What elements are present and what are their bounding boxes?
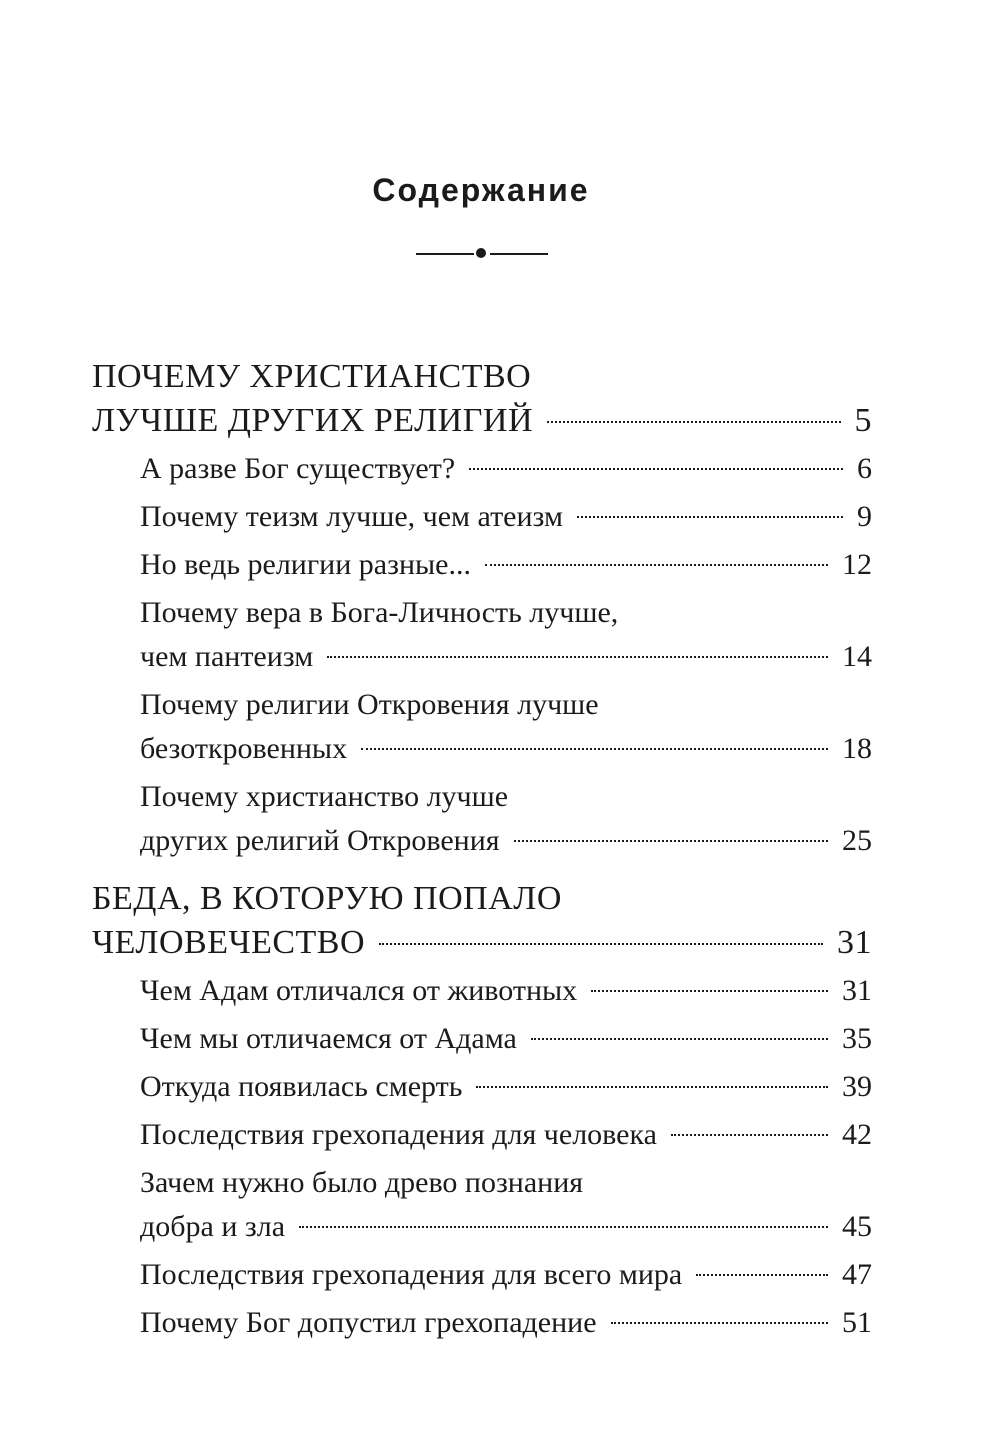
- section-title-line: ЧЕЛОВЕЧЕСТВО: [92, 924, 366, 961]
- entry-page-number: 51: [842, 1306, 872, 1339]
- toc-entry[interactable]: [0, 1301, 1000, 1345]
- section-heading[interactable]: [0, 355, 1000, 443]
- entry-title-line: Последствия грехопадения для человека: [140, 1118, 657, 1151]
- dot-leader: [547, 421, 841, 423]
- dot-leader: [485, 564, 828, 566]
- entry-title-line: Почему Бог допустил грехопадение: [140, 1306, 597, 1339]
- entry-title-line: Но ведь религии разные...: [140, 548, 471, 581]
- toc-entry[interactable]: [0, 447, 1000, 491]
- entry-page-number: 14: [842, 640, 872, 673]
- entry-title-line: Почему теизм лучше, чем атеизм: [140, 500, 563, 533]
- toc-section: [0, 877, 1000, 1345]
- toc-entry[interactable]: [0, 1065, 1000, 1109]
- entry-page-number: 47: [842, 1258, 872, 1291]
- entry-title-line: Почему вера в Бога-Личность лучше,: [140, 596, 619, 629]
- toc-entry[interactable]: [0, 1113, 1000, 1157]
- entry-page-number: 18: [842, 732, 872, 765]
- entry-title-line: Чем Адам отличался от животных: [140, 974, 578, 1007]
- dot-leader: [671, 1134, 828, 1136]
- dot-leader: [327, 656, 828, 658]
- toc-entry[interactable]: [0, 543, 1000, 587]
- entry-page-number: 6: [857, 452, 872, 485]
- dot-leader: [476, 1086, 828, 1088]
- ornament-line-right: [490, 253, 548, 255]
- toc-entry[interactable]: [0, 775, 1000, 863]
- ornament-dot: [476, 248, 486, 258]
- entry-title-line: Почему христианство лучше: [140, 780, 509, 813]
- entry-title-line: безоткровенных: [140, 732, 348, 765]
- dot-leader: [514, 840, 828, 842]
- toc-entry[interactable]: [0, 495, 1000, 539]
- entry-title-line: других религий Откровения: [140, 824, 500, 857]
- entry-page-number: 31: [842, 974, 872, 1007]
- entry-title-line: А разве Бог существует?: [140, 452, 456, 485]
- entry-title-line: Последствия грехопадения для всего мира: [140, 1258, 683, 1291]
- toc-entry[interactable]: [0, 1253, 1000, 1297]
- section-title-line: ЛУЧШЕ ДРУГИХ РЕЛИГИЙ: [92, 402, 533, 439]
- entry-page-number: 39: [842, 1070, 872, 1103]
- title-ornament-divider: [416, 252, 548, 256]
- dot-leader: [577, 516, 843, 518]
- ornament-line-left: [416, 253, 474, 255]
- toc-section: [0, 355, 1000, 863]
- dot-leader: [611, 1322, 828, 1324]
- dot-leader: [469, 468, 843, 470]
- dot-leader: [696, 1274, 828, 1276]
- dot-leader: [591, 990, 828, 992]
- dot-leader: [299, 1226, 828, 1228]
- toc-entry[interactable]: [0, 1017, 1000, 1061]
- dot-leader: [531, 1038, 828, 1040]
- section-title-line: БЕДА, В КОТОРУЮ ПОПАЛО: [92, 880, 562, 917]
- dot-leader: [379, 943, 823, 945]
- toc-entry[interactable]: [0, 683, 1000, 771]
- entry-title-line: Чем мы отличаемся от Адама: [140, 1022, 517, 1055]
- entry-page-number: 25: [842, 824, 872, 857]
- entry-title-line: чем пантеизм: [140, 640, 314, 673]
- table-of-contents: [0, 355, 1000, 1359]
- entry-title-line: Откуда появилась смерть: [140, 1070, 463, 1103]
- section-page-number: 31: [837, 924, 872, 961]
- toc-entry[interactable]: [0, 591, 1000, 679]
- entry-title-line: Зачем нужно было древо познания: [140, 1166, 584, 1199]
- section-page-number: 5: [854, 402, 872, 439]
- entry-title-line: добра и зла: [140, 1210, 286, 1243]
- section-heading[interactable]: [0, 877, 1000, 965]
- entry-page-number: 35: [842, 1022, 872, 1055]
- toc-entry[interactable]: [0, 969, 1000, 1013]
- dot-leader: [361, 748, 828, 750]
- page-title: Содержание: [372, 172, 590, 208]
- entry-title-line: Почему религии Откровения лучше: [140, 688, 599, 721]
- toc-entry[interactable]: [0, 1161, 1000, 1249]
- entry-page-number: 45: [842, 1210, 872, 1243]
- entry-page-number: 42: [842, 1118, 872, 1151]
- section-title-line: ПОЧЕМУ ХРИСТИАНСТВО: [92, 358, 532, 395]
- entry-page-number: 9: [857, 500, 872, 533]
- entry-page-number: 12: [842, 548, 872, 581]
